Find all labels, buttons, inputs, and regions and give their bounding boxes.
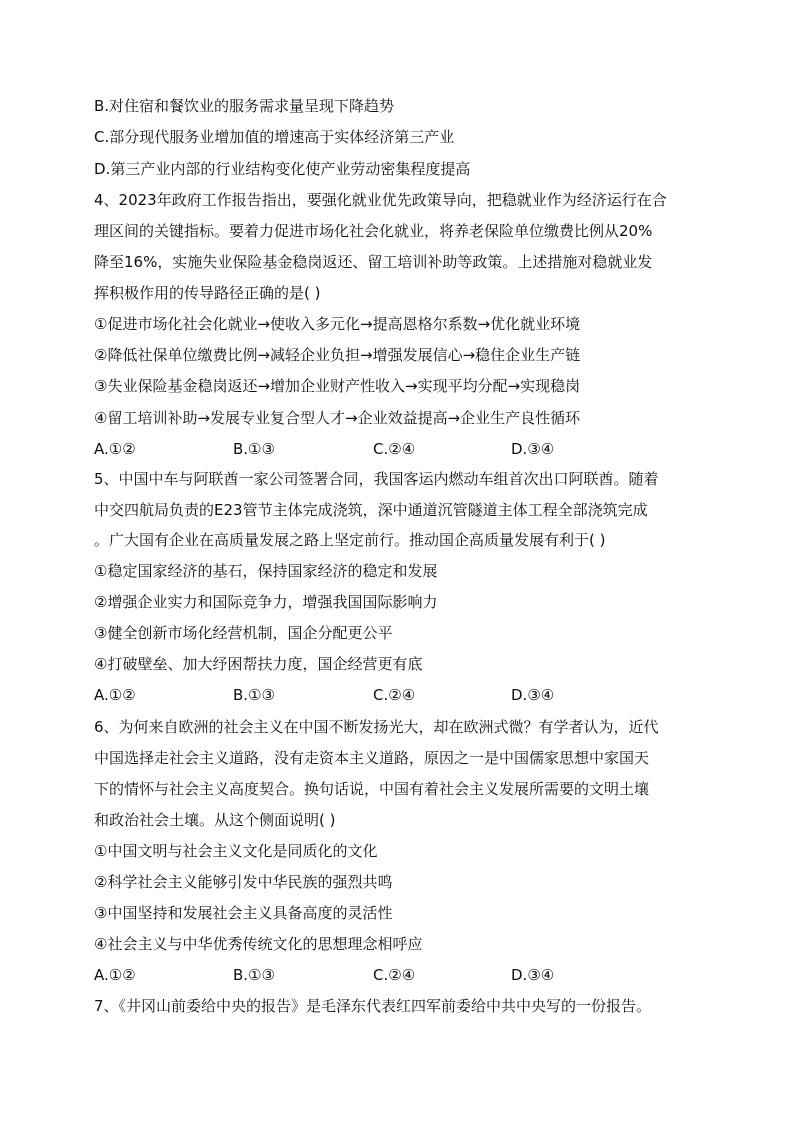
- q5-item-3: ③健全创新市场化经营机制，国企分配更公平: [94, 624, 393, 642]
- q6-stem-line: 下的情怀与社会主义高度契合。换句话说，中国有着社会主义发展所需要的文明土壤: [94, 780, 650, 798]
- q5-item-4: ④打破壁垒、加大纾困帮扶力度，国企经营更有底: [94, 655, 423, 673]
- q5-item-2: ②增强企业实力和国际竞争力，增强我国国际影响力: [94, 593, 438, 611]
- q4-option-d: D.③④: [511, 440, 555, 458]
- q6-item-3: ③中国坚持和发展社会主义具备高度的灵活性: [94, 904, 393, 922]
- q4-item-1: ①促进市场化社会化就业→使收入多元化→提高恩格尔系数→优化就业环境: [94, 315, 581, 333]
- q6-item-4: ④社会主义与中华优秀传统文化的思想理念相呼应: [94, 935, 423, 953]
- q4-option-c: C.②④: [373, 440, 416, 458]
- q6-option-b: B.①③: [233, 966, 275, 984]
- q6-options: [94, 965, 704, 987]
- q5-option-c: C.②④: [373, 686, 416, 704]
- q6-item-1: ①中国文明与社会主义文化是同质化的文化: [94, 842, 378, 860]
- q5-stem-line: 。广大国有企业在高质量发展之路上坚定前行。推动国企高质量发展有利于( ): [94, 531, 606, 549]
- q4-item-3: ③失业保险基金稳岗返还→增加企业财产性收入→实现平均分配→实现稳岗: [94, 377, 581, 395]
- q3-option-d: D.第三产业内部的行业结构变化使产业劳动密集程度提高: [94, 160, 471, 178]
- q4-options: [94, 439, 704, 461]
- q4-option-b: B.①③: [233, 440, 275, 458]
- q3-option-c: C.部分现代服务业增加值的增速高于实体经济第三产业: [94, 128, 455, 146]
- q7-stem-line: 7、《井冈山前委给中央的报告》是毛泽东代表红四军前委给中共中央写的一份报告。: [94, 997, 652, 1015]
- q5-item-1: ①稳定国家经济的基石，保持国家经济的稳定和发展: [94, 562, 438, 580]
- q5-options: [94, 685, 704, 707]
- q5-stem-line: 5、中国中车与阿联酋一家公司签署合同，我国客运内燃动车组首次出口阿联酋。随着: [94, 470, 659, 488]
- q6-stem-line: 和政治社会土壤。从这个侧面说明( ): [94, 811, 336, 829]
- q4-stem-line: 理区间的关键指标。要着力促进市场化社会化就业，将养老保险单位缴费比例从20%: [94, 222, 653, 240]
- q4-item-2: ②降低社保单位缴费比例→减轻企业负担→增强发展信心→稳住企业生产链: [94, 346, 581, 364]
- q4-stem-line: 降至16%，实施失业保险基金稳岗返还、留工培训补助等政策。上述措施对稳就业发: [94, 253, 653, 271]
- q6-option-d: D.③④: [511, 966, 555, 984]
- q3-option-b: B.对住宿和餐饮业的服务需求量呈现下降趋势: [94, 97, 395, 115]
- q4-item-4: ④留工培训补助→发展专业复合型人才→企业效益提高→企业生产良性循环: [94, 409, 581, 427]
- q6-stem-line: 中国选择走社会主义道路，没有走资本主义道路，原因之一是中国儒家思想中家国天: [94, 749, 650, 767]
- q4-option-a: A.①②: [94, 440, 136, 458]
- q5-option-d: D.③④: [511, 686, 555, 704]
- q5-stem-line: 中交四航局负责的E23管节主体完成浇筑，深中通道沉管隧道主体工程全部浇筑完成: [94, 501, 648, 519]
- q5-option-b: B.①③: [233, 686, 275, 704]
- q5-option-a: A.①②: [94, 686, 136, 704]
- q4-stem-line: 4、2023年政府工作报告指出，要强化就业优先政策导向，把稳就业作为经济运行在合: [94, 191, 667, 209]
- q6-item-2: ②科学社会主义能够引发中华民族的强烈共鸣: [94, 873, 393, 891]
- q6-option-c: C.②④: [373, 966, 416, 984]
- q4-stem-line: 挥积极作用的传导路径正确的是( ): [94, 284, 321, 302]
- q6-option-a: A.①②: [94, 966, 136, 984]
- q6-stem-line: 6、为何来自欧洲的社会主义在中国不断发扬光大，却在欧洲式微？有学者认为，近代: [94, 718, 659, 736]
